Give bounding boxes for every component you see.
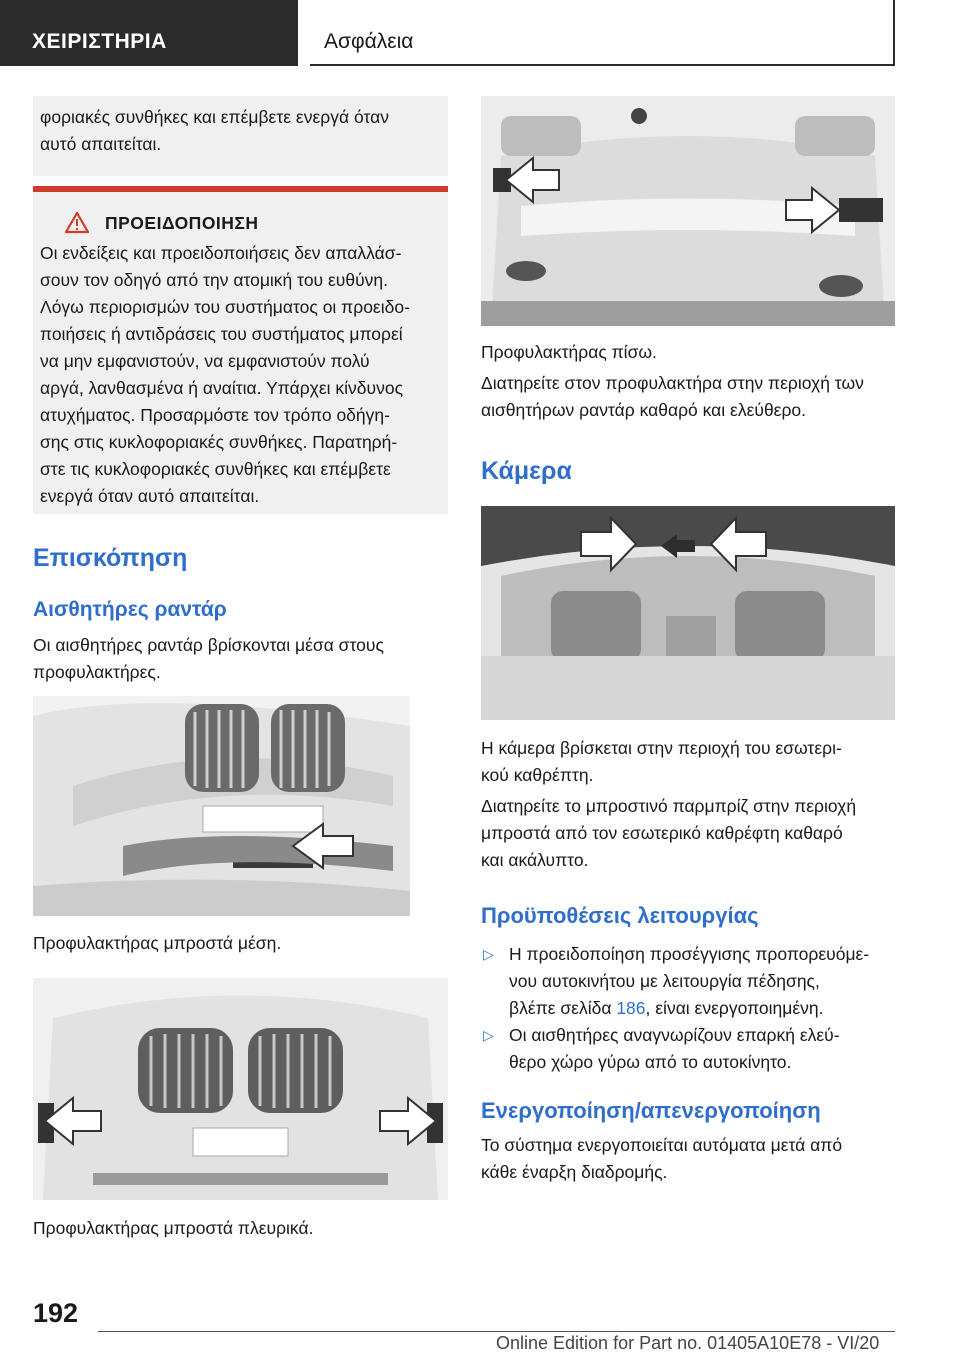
- camera-text: κού καθρέπτη.: [481, 765, 594, 785]
- radar-text: προφυλακτήρες.: [33, 662, 161, 682]
- page-number: 192: [33, 1298, 79, 1328]
- front-bumper-side-photo: [33, 978, 448, 1200]
- caption-front-side: Προφυλακτήρας μπροστά πλευρικά.: [33, 1218, 314, 1238]
- bullet-triangle-icon: ▷: [483, 946, 494, 962]
- activation-heading: Ενεργοποίηση/απενεργοποίηση: [481, 1098, 821, 1123]
- bullet-text: [509, 995, 824, 1022]
- caption-front-center: Προφυλακτήρας μπροστά μέση.: [33, 933, 282, 953]
- section-header: [310, 0, 895, 66]
- footer-edition: Online Edition for Part no. 01405A10E78 - VI/20: [496, 1333, 880, 1353]
- camera-text: και ακάλυπτο.: [481, 850, 589, 870]
- bullet-text: νου αυτοκινήτου με λειτουργία πέδησης,: [509, 971, 820, 991]
- bullet-text: θερο χώρο γύρω από το αυτοκίνητο.: [509, 1052, 792, 1072]
- rear-text: αισθητήρων ραντάρ καθαρό και ελεύθερο.: [481, 400, 807, 420]
- section-title: Ασφάλεια: [324, 30, 414, 53]
- footer-divider: [98, 1331, 895, 1332]
- warning-line: σης στις κυκλοφοριακές συνθήκες. Παρατηρή-: [40, 432, 398, 452]
- radar-text: Οι αισθητήρες ραντάρ βρίσκονται μέσα στους: [33, 635, 384, 655]
- page-link-186[interactable]: 186: [616, 998, 646, 1018]
- camera-text: Διατηρείτε το μπροστινό παρμπρίζ στην περιοχή: [481, 796, 857, 816]
- overview-heading: Επισκόπηση: [33, 544, 188, 572]
- warning-line: ποιήσεις ή αντιδράσεις του συστήματος μπορεί: [40, 324, 403, 344]
- caption-rear: Προφυλακτήρας πίσω.: [481, 342, 657, 362]
- warning-title: ΠΡΟΕΙΔΟΠΟΙΗΣΗ: [105, 213, 259, 233]
- front-bumper-center-photo: [33, 696, 410, 916]
- bullet-text: Η προειδοποίηση προσέγγισης προπορευόμε-: [509, 944, 870, 964]
- camera-text: Η κάμερα βρίσκεται στην περιοχή του εσωτερι-: [481, 738, 842, 758]
- camera-text: μπροστά από τον εσωτερικό καθρέφτη καθαρό: [481, 823, 843, 843]
- intro-line: φοριακές συνθήκες και επέμβετε ενεργά όταν: [40, 107, 389, 127]
- rear-text: Διατηρείτε στον προφυλακτήρα στην περιοχή των: [481, 373, 864, 393]
- warning-line: Οι ενδείξεις και προειδοποιήσεις δεν απαλλάσ-: [40, 243, 402, 263]
- warning-line: να μην εμφανιστούν, να εμφανιστούν πολύ: [40, 351, 370, 371]
- warning-line: ατυχήματος. Προσαρμόστε τον τρόπο οδήγη-: [40, 405, 390, 425]
- camera-interior-photo: [481, 506, 895, 720]
- bullet-text-part: βλέπε σελίδα: [509, 998, 617, 1018]
- warning-triangle-icon: [64, 211, 90, 234]
- bullet-text-part: , είναι ενεργοποιημένη.: [645, 998, 824, 1018]
- bullet-triangle-icon: ▷: [483, 1027, 494, 1043]
- warning-line: αργά, λανθασμένα ή αναίτια. Υπάρχει κίνδυνος: [40, 378, 403, 398]
- chapter-label: ΧΕΙΡΙΣΤΗΡΙΑ: [32, 30, 167, 53]
- warning-line: σουν τον οδηγό από την ατομική του ευθύνη.: [40, 270, 389, 290]
- warning-line: Λόγω περιορισμών του συστήματος οι προειδο-: [40, 297, 410, 317]
- activation-text: κάθε έναρξη διαδρομής.: [481, 1162, 668, 1182]
- radar-heading: Αισθητήρες ραντάρ: [33, 598, 227, 621]
- rear-bumper-photo: [481, 96, 895, 326]
- activation-text: Το σύστημα ενεργοποιείται αυτόματα μετά από: [481, 1135, 843, 1155]
- bullet-text: Οι αισθητήρες αναγνωρίζουν επαρκή ελεύ-: [509, 1025, 840, 1045]
- warning-line: στε τις κυκλοφοριακές συνθήκες και επέμβετε: [40, 459, 391, 479]
- camera-heading: Κάμερα: [481, 457, 572, 485]
- chapter-tab: [0, 0, 298, 66]
- prerequisites-heading: Προϋποθέσεις λειτουργίας: [481, 903, 759, 928]
- warning-line: ενεργά όταν αυτό απαιτείται.: [40, 486, 260, 506]
- intro-line: αυτό απαιτείται.: [40, 134, 162, 154]
